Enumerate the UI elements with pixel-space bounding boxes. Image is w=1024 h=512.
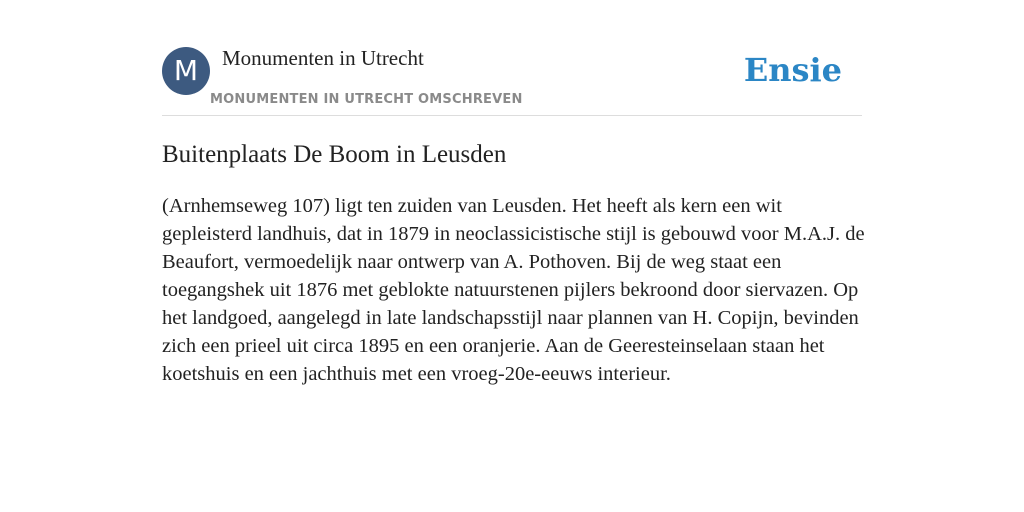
article-title: Buitenplaats De Boom in Leusden <box>162 141 507 168</box>
section-label[interactable]: MONUMENTEN IN UTRECHT OMSCHREVEN <box>210 92 523 107</box>
page-header <box>162 46 862 116</box>
brand-logo[interactable]: Ensie <box>743 51 842 89</box>
site-title[interactable]: Monumenten in Utrecht <box>222 46 424 70</box>
avatar[interactable]: M <box>162 47 210 95</box>
article-body: (Arnhemseweg 107) ligt ten zuiden van Leusden. Het heeft als kern een wit gepleisterd landhuis, dat in 1879 in neoclassicistische stijl is gebouwd voor M.A.J. de Beaufort, vermoedelijk naar ontwerp van A. Pothoven. Bij de weg staat een toegangshek uit 1876 met geblokte natuurstenen pijlers bekroond door siervazen. Op het landgoed, aangelegd in late landschapsstijl naar plannen van H. Copijn, bevinden zich een prieel uit circa 1895 en een oranjerie. Aan de Geeresteinselaan staan het koetshuis en een jachthuis met een vroeg-20e-eeuws interieur. <box>162 195 865 385</box>
